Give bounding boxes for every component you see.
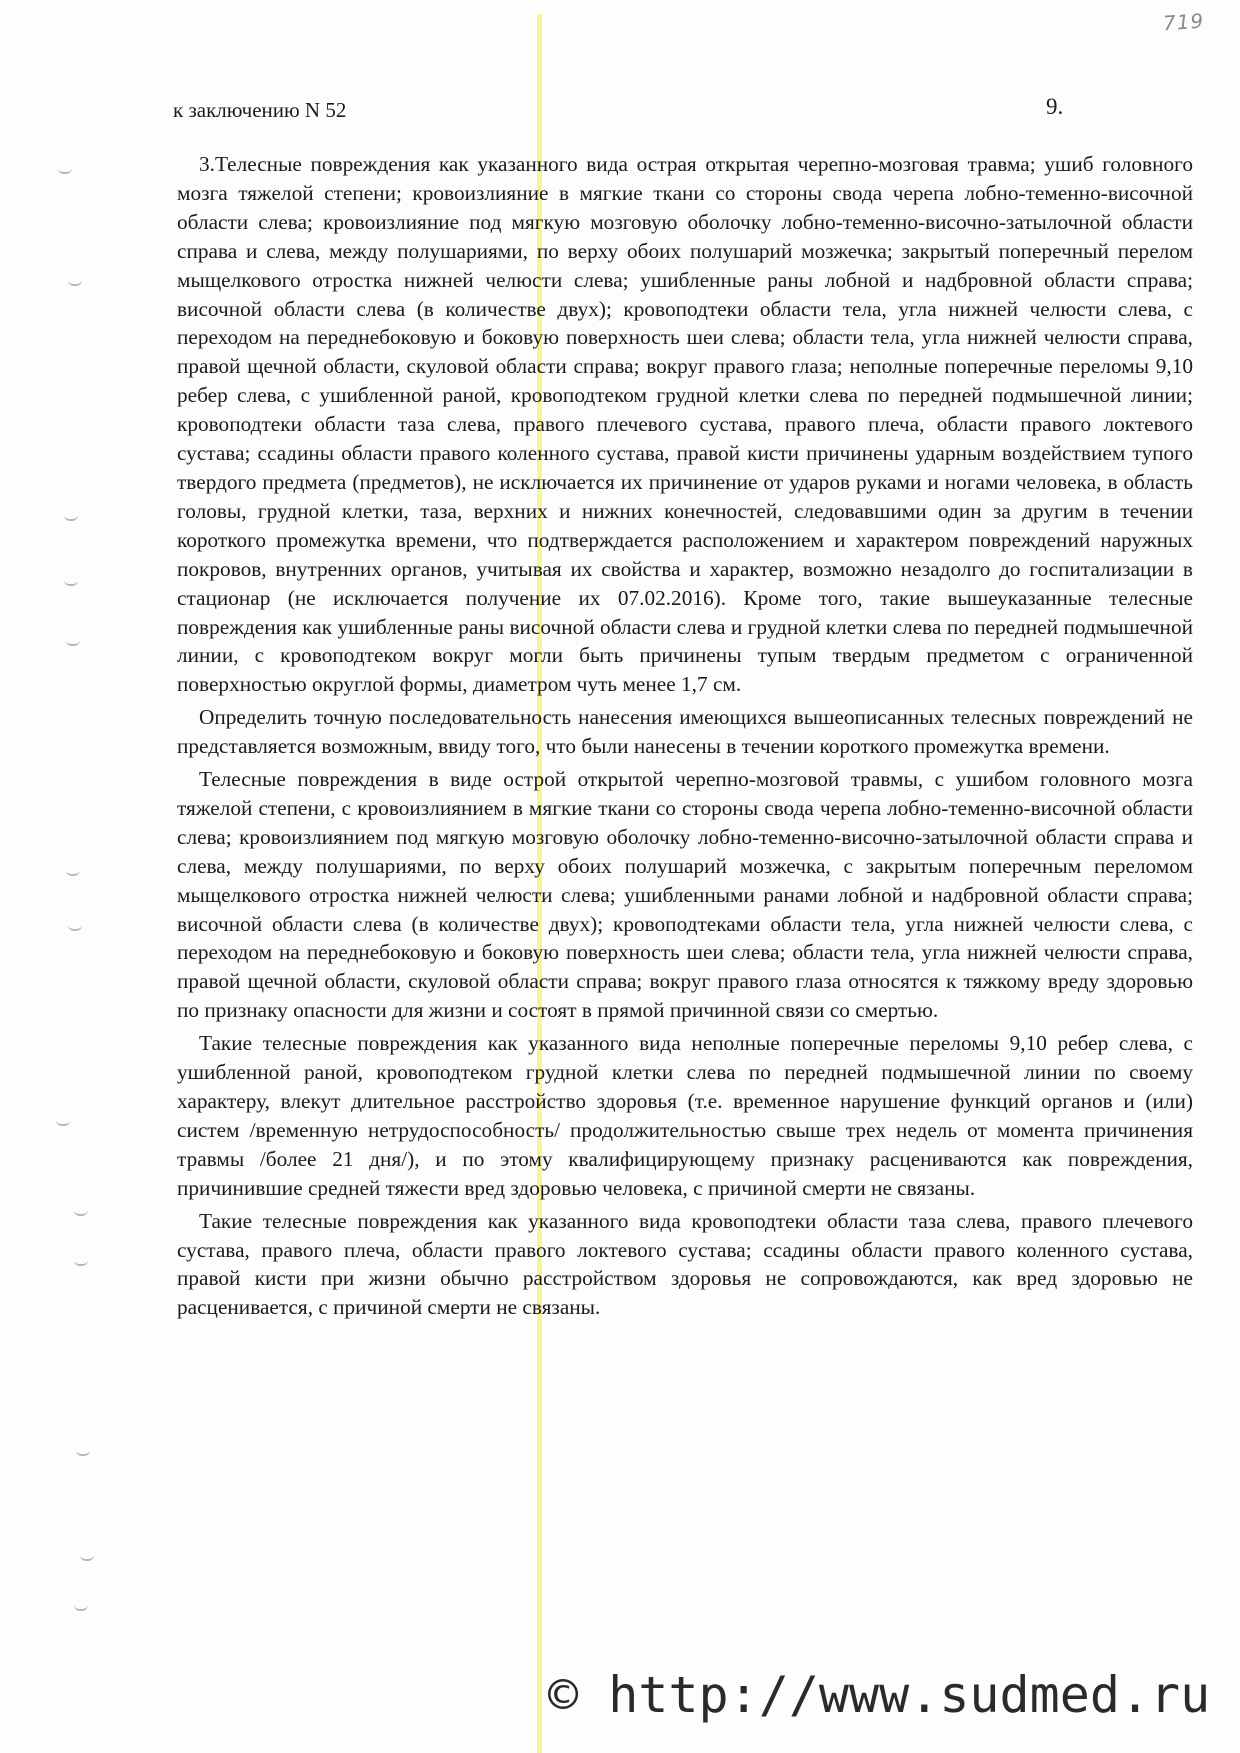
punch-mark — [74, 1605, 88, 1611]
paragraph-1: 3.Телесные повреждения как указанного вида острая открытая черепно-мозговая травма; ушиб головного мозга тяжелой степени; кровоизлияние в мягкие ткани со стороны свода черепа лобно-теменно-височной области слева; кровоизлияние под мягкую мозговую оболочку лобно-теменно-височно-затылочной области справа и слева, между полушариями, по верху обоих полушарий мозжечка; закрытый поперечный перелом мыщелкового отростка нижней челюсти слева; ушибленные раны лобной и надбровной области справа; височной области слева (в количестве двух); кровоподтеки области тела, угла нижней челюсти слева, с переходом на переднебоковую и боковую поверхность шеи слева; области тела, угла нижней челюсти справа, правой щечной области, скуловой области справа; вокруг правого глаза; неполные поперечные переломы 9,10 ребер слева, с ушибленной раной, кровоподтеком грудной клетки слева по передней подмышечной линии; кровоподтеки области таза слева, правого плечевого сустава, правого плеча, области правого локтевого сустава; ссадины области правого коленного сустава, правой кисти причинены ударным воздействием тупого твердого предмета (предметов), не исключается их причинение от ударов руками и ногами человека, в область головы, грудной клетки, таза, верхних и нижних конечностей, следовавшими один за другим в течении короткого промежутка времени, что подтверждается расположением и характером повреждений наружных покровов, внутренних органов, учитывая их свойства и характер, возможно незадолго до госпитализации в стационар (не исключается получение их 07.02.2016). Кроме того, такие вышеуказанные телесные повреждения как ушибленные раны височной области слева и грудной клетки слева по передней подмышечной линии, с кровоподтеком вокруг могли быть причинены тупым твердым предметом с ограниченной поверхностью округлой формы, диаметром чуть менее 1,7 см. — [177, 152, 1193, 697]
page-number: 9. — [1046, 94, 1064, 119]
punch-mark — [76, 1450, 90, 1456]
punch-mark — [74, 1260, 88, 1266]
punch-mark — [68, 925, 82, 931]
punch-mark — [74, 1210, 88, 1216]
punch-mark — [66, 870, 80, 876]
header-reference: к заключению N 52 — [173, 98, 347, 122]
punch-mark — [58, 168, 72, 174]
paragraph-5: Такие телесные повреждения как указанного вида кровоподтеки области таза слева, правого плечевого сустава, правого плеча, области правого локтевого сустава; ссадины области правого коленного сустава, правой кисти при жизни обычно расстройством здоровья не сопровождаются, как вред здоровью не расценивается, с причиной смерти не связаны. — [177, 1208, 1193, 1320]
paragraph-4: Такие телесные повреждения как указанного вида неполные поперечные переломы 9,10 ребер слева, с ушибленной раной, кровоподтеком грудной клетки слева по передней подмышечной линии по своему характеру, влекут длительное расстройство здоровья (т.е. временное нарушение функций органов и (или) систем /временную нетрудоспособность/ продолжительностью свыше трех недель от момента причинения травмы /более 21 дня/), и по этому квалифицирующему признаку расцениваются как повреждения, причинившие средней тяжести вред здоровью человека, с причиной смерти не связаны. — [177, 1031, 1193, 1200]
punch-mark — [56, 1120, 70, 1126]
punch-mark — [68, 280, 82, 286]
document-body — [177, 150, 1193, 1326]
punch-mark — [64, 580, 78, 586]
punch-mark — [66, 640, 80, 646]
punch-mark — [64, 515, 78, 521]
paragraph-3: Телесные повреждения в виде острой открытой черепно-мозговой травмы, с ушибом головного мозга тяжелой степени, с кровоизлиянием в мягкие ткани со стороны свода черепа лобно-теменно-височной области слева; кровоизлиянием под мягкую мозговую оболочку лобно-теменно-височно-затылочной области справа и слева, между полушариями, по верху обоих полушарий мозжечка, с закрытым поперечным переломом мыщелкового отростка нижней челюсти слева; ушибленными ранами лобной и надбровной области справа; височной области слева (в количестве двух); кровоподтеками области тела, угла нижней челюсти слева, с переходом на переднебоковую и боковую поверхность шеи слева; области тела, угла нижней челюсти справа, правой щечной области, скуловой области справа; вокруг правого глаза относятся к тяжкому вреду здоровью по признаку опасности для жизни и состоят в прямой причинной связи со смертью. — [177, 767, 1193, 1023]
handwritten-sheet-number: 719 — [1162, 8, 1205, 36]
paragraph-2: Определить точную последовательность нанесения имеющихся вышеописанных телесных повреждений не представляется возможным, ввиду того, что были нанесены в течении короткого промежутка времени. — [177, 705, 1193, 759]
site-watermark: © http://www.sudmed.ru — [548, 1666, 1211, 1724]
punch-mark — [80, 1555, 94, 1561]
